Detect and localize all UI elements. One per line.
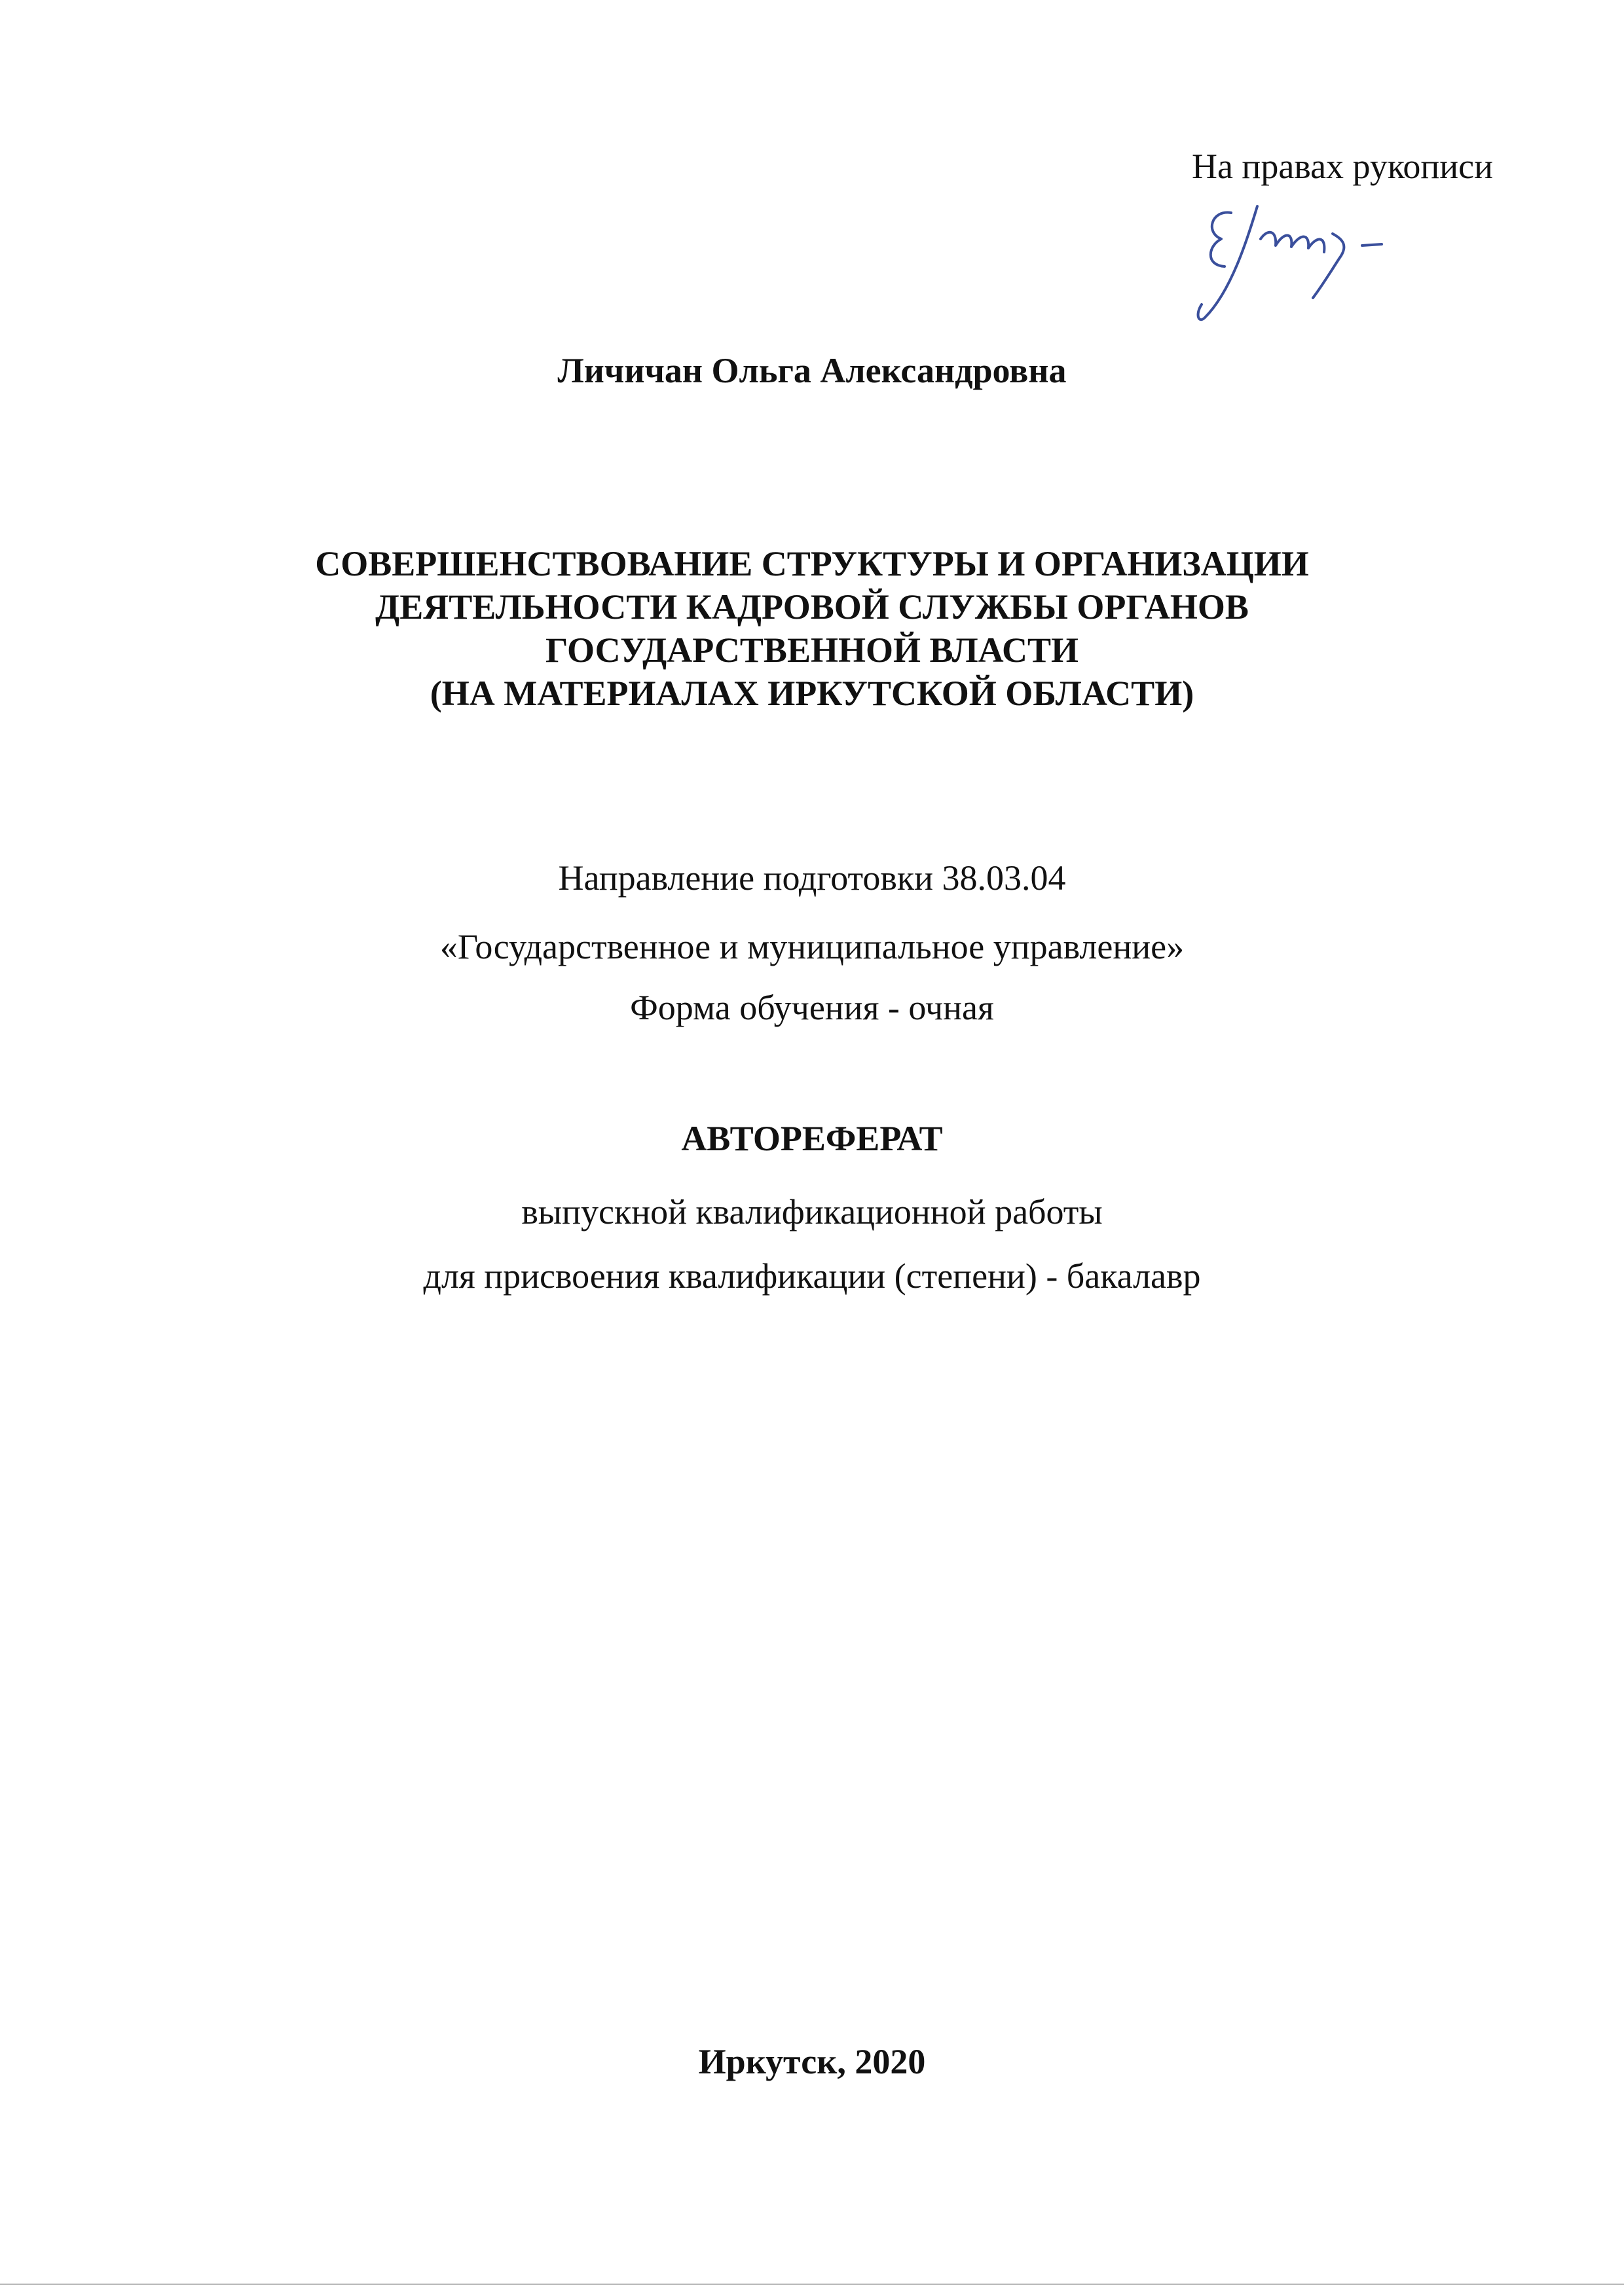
manuscript-note: На правах рукописи [1191,147,1493,186]
qualification-line: для присвоения квалификации (степени) - бакалавр [423,1256,1201,1296]
title-line: ДЕЯТЕЛЬНОСТИ КАДРОВОЙ СЛУЖБЫ ОРГАНОВ [375,587,1249,627]
study-specialty: «Государственное и муниципальное управление» [439,927,1185,966]
handwritten-signature [1185,193,1447,331]
title-line: СОВЕРШЕНСТВОВАНИЕ СТРУКТУРЫ И ОРГАНИЗАЦИИ [315,544,1309,583]
city-year: Иркутск, 2020 [698,2042,926,2081]
title-line: (НА МАТЕРИАЛАХ ИРКУТСКОЙ ОБЛАСТИ) [430,674,1194,713]
title-line: ГОСУДАРСТВЕННОЙ ВЛАСТИ [545,630,1079,670]
scan-edge-line [0,2284,1624,2285]
document-subtitle: выпускной квалификационной работы [521,1192,1103,1231]
study-form: Форма обучения - очная [630,988,994,1027]
study-direction: Направление подготовки 38.03.04 [558,858,1066,898]
author-name: Личичан Ольга Александровна [557,351,1067,390]
document-type: АВТОРЕФЕРАТ [681,1119,943,1158]
thesis-title [131,542,1493,715]
